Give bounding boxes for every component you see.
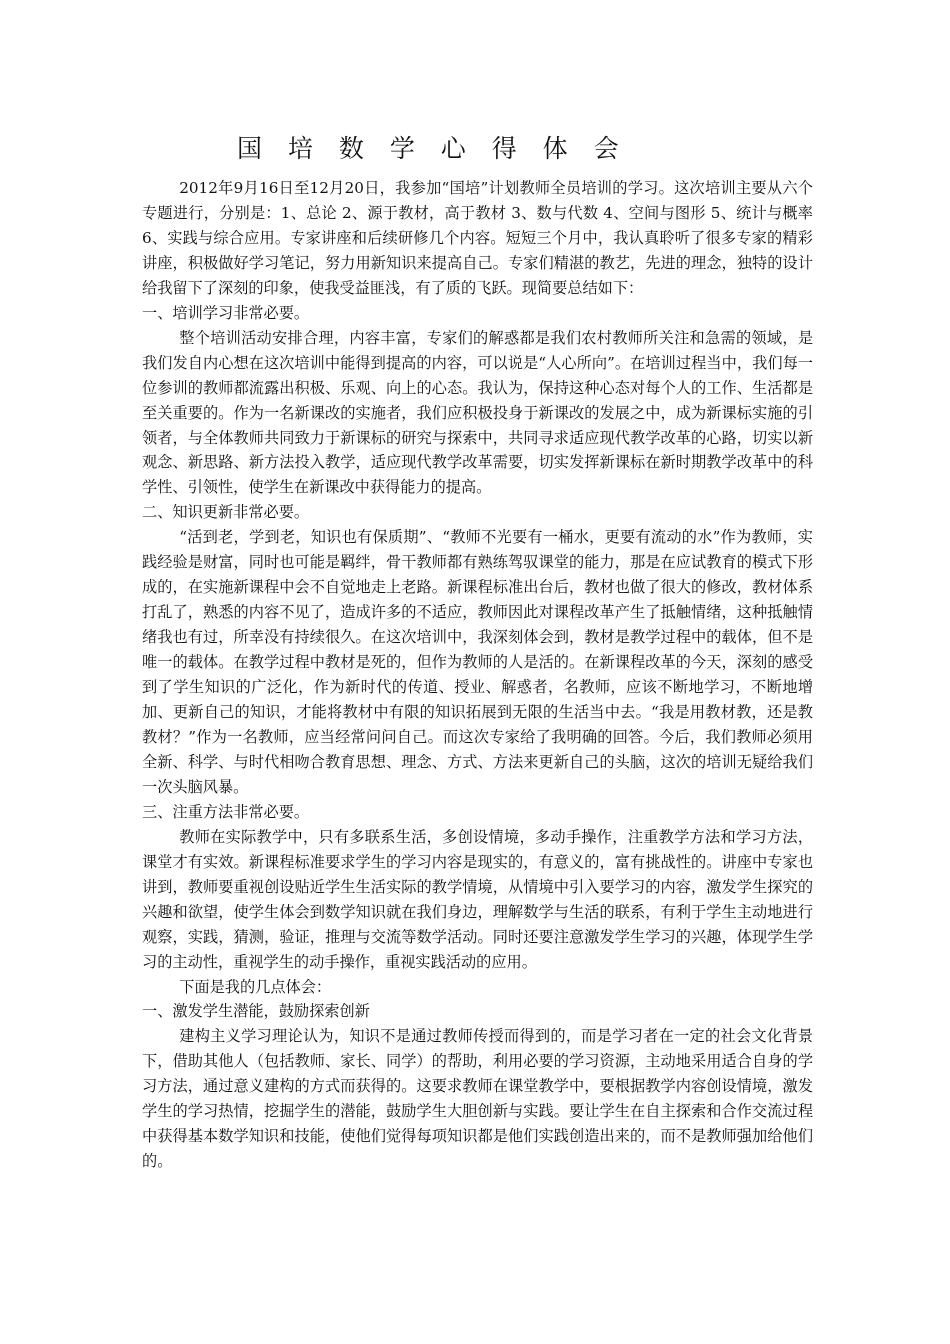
body-paragraph: 下面是我的几点体会： (179, 977, 332, 996)
body-paragraph: 整个培训活动安排合理，内容丰富，专家们的解惑都是我们农村教师所关注和急需的领域，是我们发自内心想在这次培训中能得到提高的内容，可以说是“人心所向”。在培训过程当中，我们每一位参训的教师都流露出积极、乐观、向上的心态。我认为，保持这种心态对每个人的工作、生活都是至关重要的。作为一名新课改的实施者，我们应积极投身于新课改的发展之中，成为新课标实施的引领者，与全体教师共同致力于新课标的研究与探索中，共同寻求适应现代教学改革的心路，切实以新观念、新思路、新方法投入教学，适应现代教学改革需要，切实发挥新课标在新时期教学改革中的科学性、引领性，使学生在新课改中获得能力的提高。 (142, 328, 813, 497)
section-heading: 一、激发学生潜能，鼓励探索创新 (142, 1002, 370, 1021)
section-heading: 三、注重方法非常必要。 (142, 802, 310, 821)
body-paragraph: 教师在实际教学中，只有多联系生活，多创设情境，多动手操作，注重教学方法和学习方法，课堂才有实效。新课程标准要求学生的学习内容是现实的，有意义的，富有挑战性的。讲座中专家也讲到，教师要重视创设贴近学生生活实际的教学情境，从情境中引入要学习的内容，激发学生探究的兴趣和欲望，使学生体会到数学知识就在我们身边，理解数学与生活的联系，有利于学生主动地进行观察，实践，猜测，验证，推理与交流等数学活动。同时还要注意激发学生学习的兴趣，体现学生学习的主动性，重视学生的动手操作，重视实践活动的应用。 (142, 827, 813, 971)
section-heading: 一、培训学习非常必要。 (142, 303, 310, 322)
intro-paragraph: 2012年9月16日至12月20日，我参加“国培”计划教师全员培训的学习。这次培训主要从六个专题进行，分别是：1、总论 2、源于教材，高于教材 3、数与代数 4、空间与图形 5、统计与概率 6、实践与综合应用。专家讲座和后续研修几个内容。短短三个月中，我认真聆听了很多专家的精彩讲座，积极做好学习笔记，努力用新知识来提高自己。专家们精湛的教艺，先进的理念，独特的设计给我留下了深刻的印象，使我受益匪浅，有了质的飞跃。现简要总结如下： (142, 179, 813, 297)
body-paragraph: 建构主义学习理论认为，知识不是通过教师传授而得到的，而是学习者在一定的社会文化背景下，借助其他人（包括教师、家长、同学）的帮助，利用必要的学习资源，主动地采用适合自身的学习方法，通过意义建构的方式而获得的。这要求教师在课堂教学中，要根据教学内容创设情境，激发学生的学习热情，挖掘学生的潜能，鼓励学生大胆创新与实践。要让学生在自主探索和合作交流过程中获得基本数学知识和技能，使他们觉得每项知识都是他们实践创造出来的，而不是教师强加给他们的。 (142, 1027, 813, 1171)
section-heading: 二、知识更新非常必要。 (142, 503, 310, 522)
document-title: 国 培 数 学 心 得 体 会 (237, 134, 628, 163)
body-paragraph: “活到老，学到老，知识也有保质期”、“教师不光要有一桶水，更要有流动的水”作为教师，实践经验是财富，同时也可能是羁绊，骨干教师都有熟练驾驭课堂的能力，那是在应试教育的模式下形成的，在实施新课程中会不自觉地走上老路。新课程标准出台后，教材也做了很大的修改，教材体系打乱了，熟悉的内容不见了，造成许多的不适应，教师因此对课程改革产生了抵触情绪，这种抵触情绪我也有过，所幸没有持续很久。在这次培训中，我深刻体会到，教材是教学过程中的载体，但不是唯一的载体。在教学过程中教材是死的，但作为教师的人是活的。在新课程改革的今天，深刻的感受到了学生知识的广泛化，作为新时代的传道、授业、解惑者，名教师，应该不断地学习，不断地增加、更新自己的知识，才能将教材中有限的知识拓展到无限的生活当中去。“我是用教材教，还是教教材？”作为一名教师，应当经常问问自己。而这次专家给了我明确的回答。今后，我们教师必须用全新、科学、与时代相吻合教育思想、理念、方式、方法来更新自己的头脑，这次的培训无疑给我们一次头脑风暴。 (142, 528, 813, 796)
document-body (142, 176, 813, 1174)
